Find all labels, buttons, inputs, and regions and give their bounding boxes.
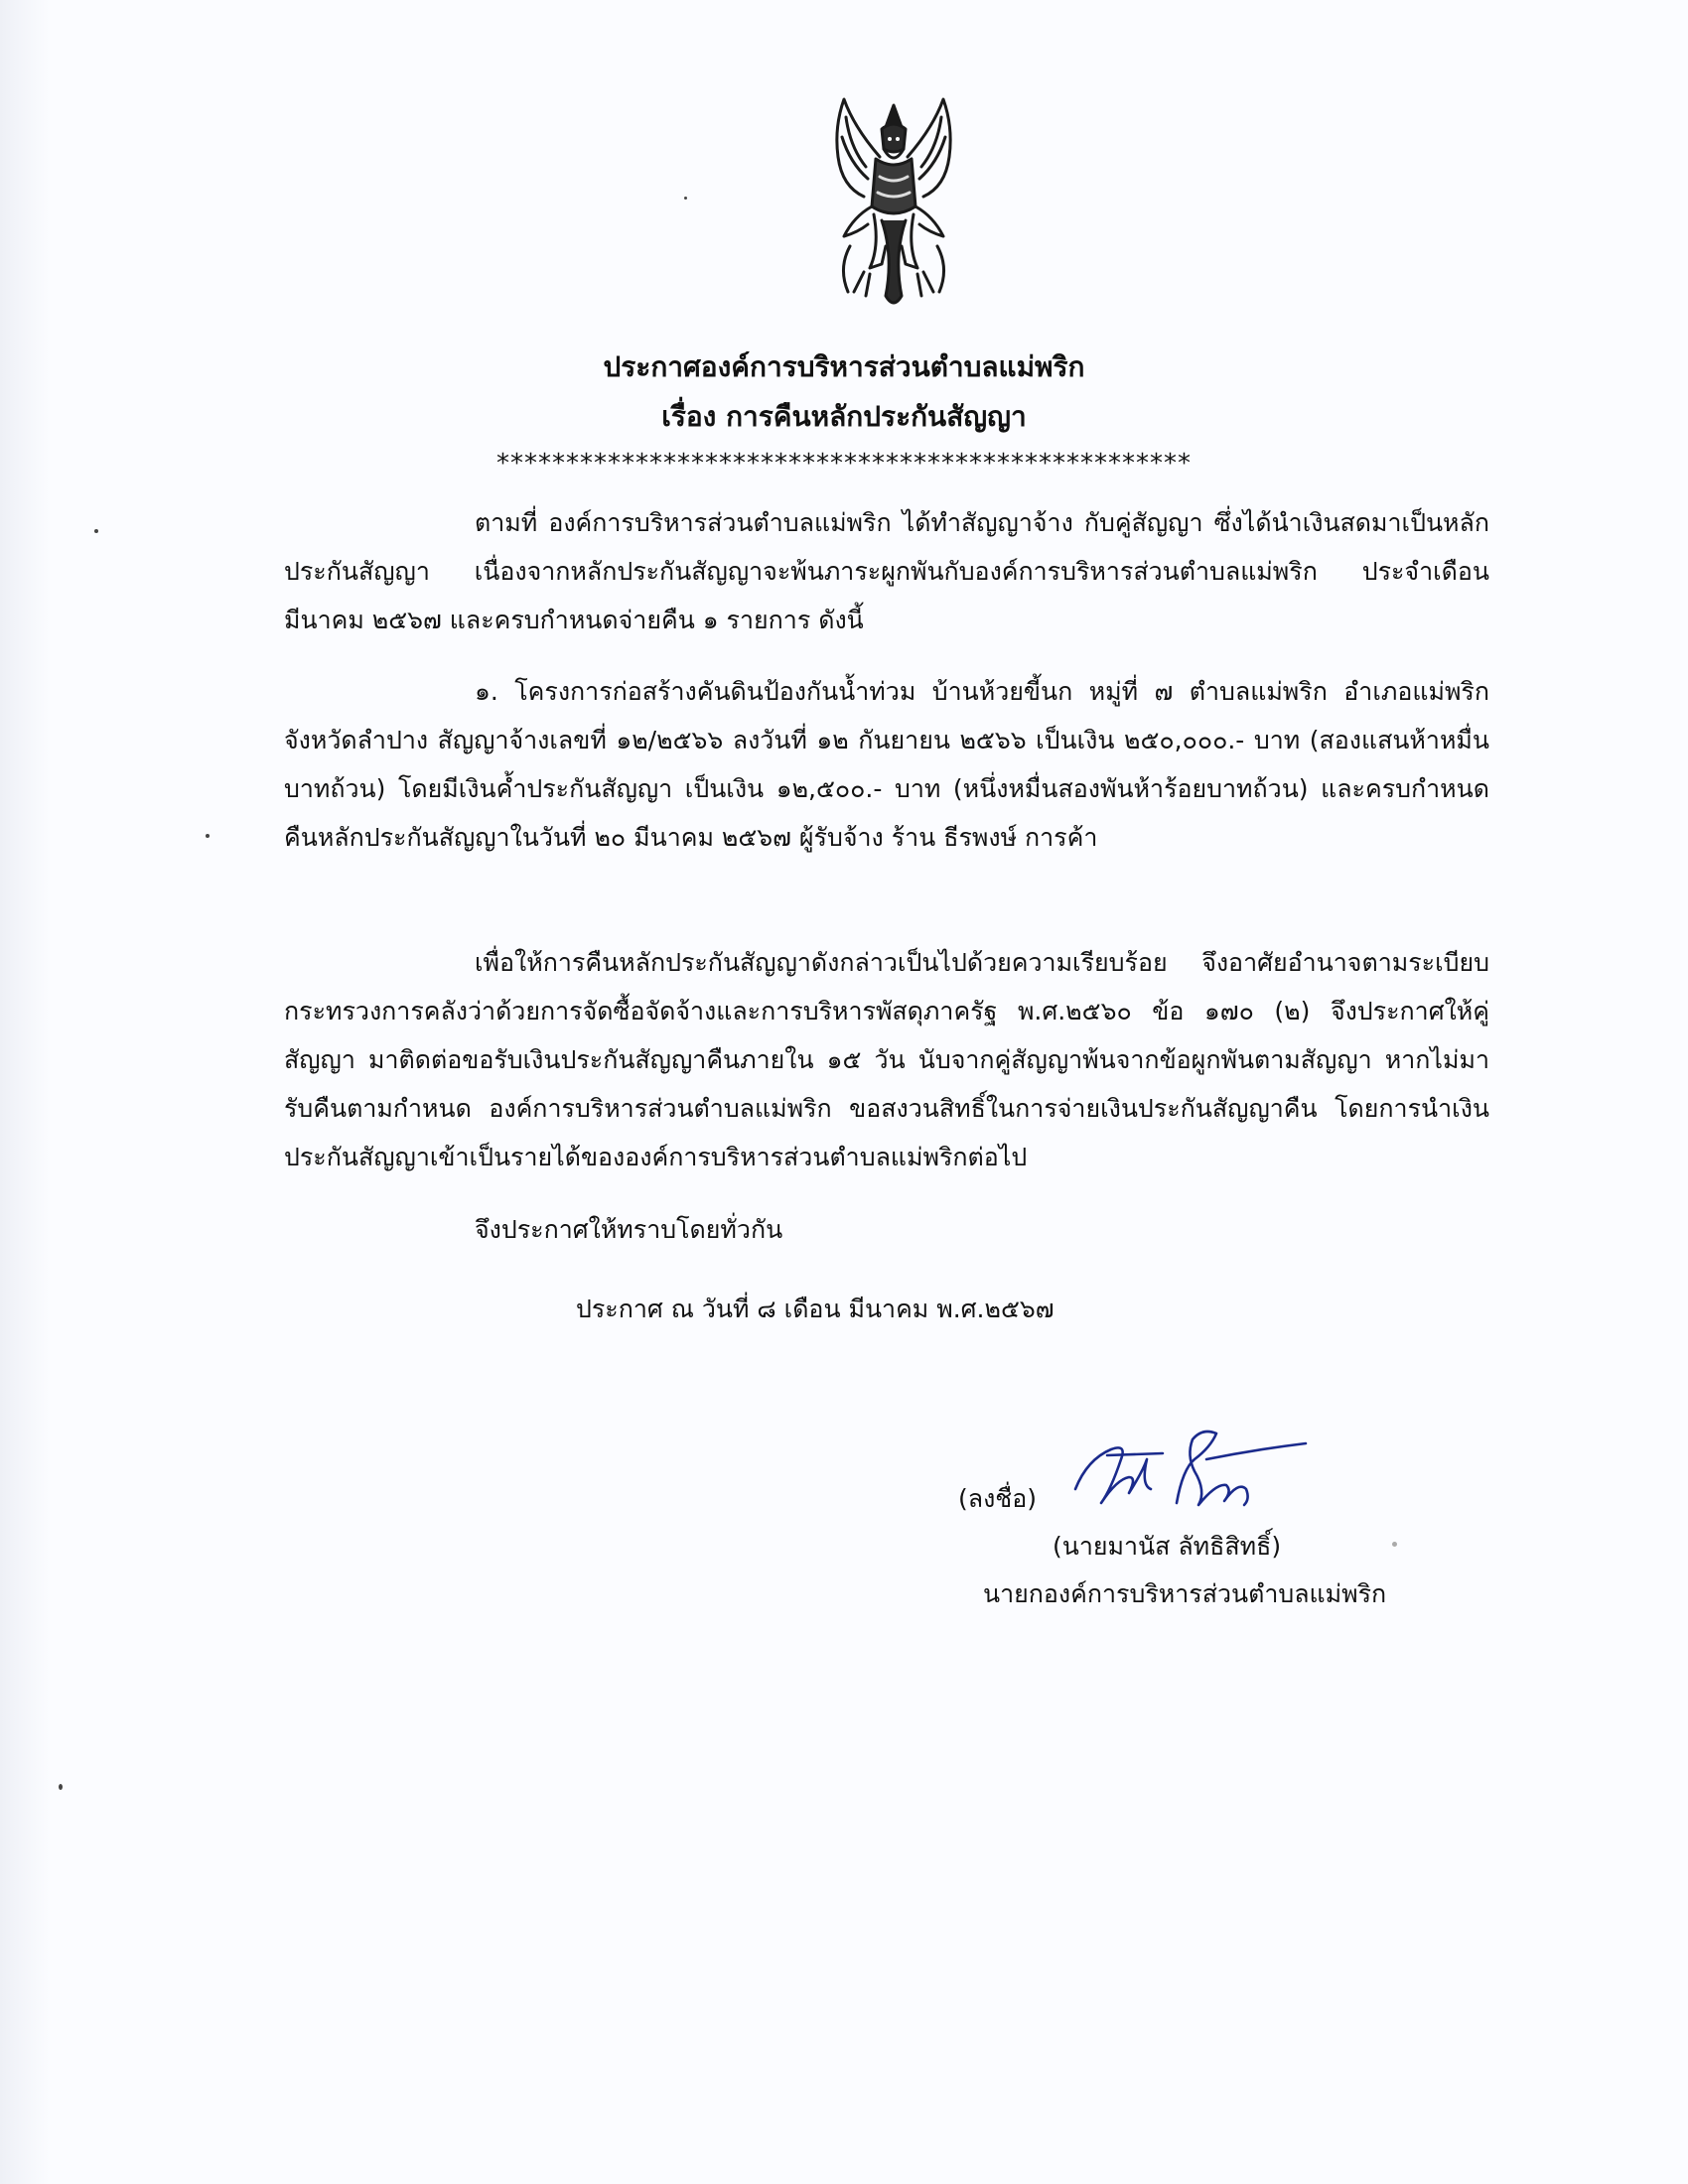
paragraph-intro-text: ตามที่ องค์การบริหารส่วนตำบลแม่พริก ได้ทำสัญญาจ้าง กับคู่สัญญา ซึ่งได้นำเงินสดมาเป็นหลักประกันสัญญา เนื่องจากหลักประกันสัญญาจะพ้นภาระผูกพันกับองค์การบริหารส่วนตำบลแม่พริก ประจำเดือน มีนาคม ๒๕๖๗ และครบกำหนดจ่ายคืน ๑ รายการ ดังนี้ — [284, 508, 1489, 634]
closing-statement: จึงประกาศให้ทราบโดยทั่วกัน — [475, 1215, 783, 1244]
signatory-name: (นายมานัส ลัทธิสิทธิ์) — [1053, 1532, 1282, 1561]
announcement-date: ประกาศ ณ วันที่ ๘ เดือน มีนาคม พ.ศ.๒๕๖๗ — [576, 1295, 1055, 1323]
signatory-position: นายกองค์การบริหารส่วนตำบลแม่พริก — [983, 1579, 1387, 1608]
signature-label: (ลงชื่อ) — [958, 1484, 1038, 1513]
paragraph-intro — [284, 498, 1489, 644]
scan-speck — [206, 834, 210, 838]
paragraph-authority-text: เพื่อให้การคืนหลักประกันสัญญาดังกล่าวเป็นไปด้วยความเรียบร้อย จึงอาศัยอำนาจตามระเบียบกระทรวงการคลังว่าด้วยการจัดซื้อจัดจ้างและการบริหารพัสดุภาครัฐ พ.ศ.๒๕๖๐ ข้อ ๑๗๐ (๒) จึงประกาศให้คู่สัญญา มาติดต่อขอรับเงินประกันสัญญาคืนภายใน ๑๕ วัน นับจากคู่สัญญาพ้นจากข้อผูกพันตามสัญญา หากไม่มารับคืนตามกำหนด องค์การบริหารส่วนตำบลแม่พริก ขอสงวนสิทธิ์ในการจ่ายเงินประกันสัญญาคืน โดยการนำเงินประกันสัญญาเข้าเป็นรายได้ขององค์การบริหารส่วนตำบลแม่พริกต่อไป — [284, 948, 1489, 1171]
scan-speck — [684, 197, 687, 200]
document-title: ประกาศองค์การบริหารส่วนตำบลแม่พริก — [603, 350, 1085, 383]
scan-speck — [59, 1784, 63, 1790]
garuda-emblem-icon — [824, 97, 963, 316]
scan-speck — [94, 529, 98, 533]
handwritten-signature — [1067, 1420, 1316, 1519]
scan-speck — [1392, 1542, 1397, 1547]
list-item-text: ๑. โครงการก่อสร้างคันดินป้องกันน้ำท่วม บ้านห้วยขี้นก หมู่ที่ ๗ ตำบลแม่พริก อำเภอแม่พริก จังหวัดลำปาง สัญญาจ้างเลขที่ ๑๒/๒๕๖๖ ลงวันที่ ๑๒ กันยายน ๒๕๖๖ เป็นเงิน ๒๕๐,๐๐๐.- บาท (สองแสนห้าหมื่นบาทถ้วน) โดยมีเงินค้ำประกันสัญญา เป็นเงิน ๑๒,๕๐๐.- บาท (หนึ่งหมื่นสองพันห้าร้อยบาทถ้วน) และครบกำหนดคืนหลักประกันสัญญาในวันที่ ๒๐ มีนาคม ๒๕๖๗ ผู้รับจ้าง ร้าน ธีรพงษ์ การค้า — [284, 677, 1489, 852]
paragraph-authority — [284, 938, 1489, 1181]
list-item — [284, 667, 1489, 862]
separator-line: ************************************************** — [496, 449, 1192, 478]
document-subject: เรื่อง การคืนหลักประกันสัญญา — [661, 400, 1027, 433]
